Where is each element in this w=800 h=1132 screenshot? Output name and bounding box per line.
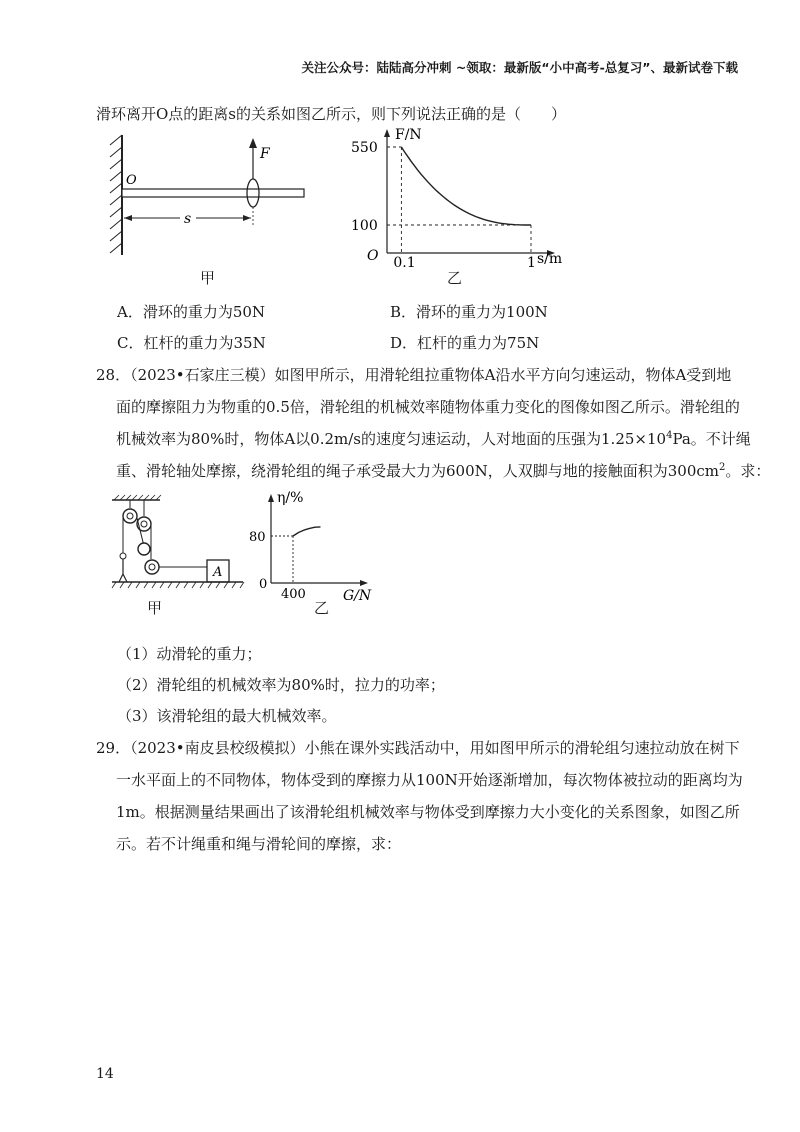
q28-figure-jia [110,494,245,594]
q27-chart-yi [345,125,570,270]
q28-line-3b: Pa。不计绳 [672,430,751,448]
q28-exponent-4: 4 [666,430,673,441]
q29-text: 小熊在课外实践活动中，用如图甲所示的滑轮组匀速拉动放在树下 [304,739,740,757]
q27-option-d[interactable] [390,332,539,353]
option-text: 滑环的重力为100N [416,303,548,321]
page-header: 关注公众号：陆陆高分冲刺 ~领取：最新版“小中高考-总复习”、最新试卷下载 [301,60,738,75]
lever-bar [122,189,304,197]
q29-line-1 [96,737,740,758]
q29-line-3: 1m。根据测量结果画出了该滑轮组机械效率与物体受到摩擦力大小变化的关系图象，如图乙所 [116,803,740,821]
option-key: A． [117,303,143,321]
wall-hatching [110,135,122,253]
origin-label: 0 [259,577,268,592]
q28-chart-yi [245,488,390,603]
q29-line-4: 示。若不计绳重和绳与滑轮间的摩擦，求： [116,835,402,853]
q28-sub-1: （1）动滑轮的重力； [117,645,262,663]
middle-pulley [138,543,150,555]
y-tick-80: 80 [249,530,266,545]
q28-line-4b: 。求： [725,462,771,480]
x-tick-0.1: 0.1 [393,255,416,270]
option-key: C． [117,334,144,352]
person-leg-left [119,574,123,582]
y-axis-label: η/% [277,490,304,506]
label-A: A [213,565,223,580]
series-line-F [401,147,531,225]
option-key: D． [390,334,418,352]
x-axis-label: s/m [537,251,563,267]
q27-caption-jia: 甲 [200,269,216,287]
option-text: 杠杆的重力为75N [417,334,540,352]
q27-option-a[interactable] [117,301,265,322]
movable-pulley [145,560,159,574]
q27-stem-tail: 滑环离开O点的距离s的关系如图乙所示，则下列说法正确的是（ ） [96,105,566,123]
option-text: 滑环的重力为50N [142,303,266,321]
q28-line-4a: 重、滑轮轴处摩擦，绕滑轮组的绳子承受最大力为600N，人双脚与地的接触面积为300cm [116,462,720,480]
page-number: 14 [96,1066,114,1082]
q28-line-2: 面的摩擦阻力为物重的0.5倍，滑轮组的机械效率随物体重力变化的图像如图乙所示。滑轮组的 [116,398,740,416]
x-tick-400: 400 [281,587,306,602]
option-key: B． [390,303,417,321]
y-tick-100: 100 [351,218,378,234]
q28-line-3a: 机械效率为80%时，物体A以0.2m/s的速度匀速运动，人对地面的压强为1.25×10 [116,430,667,448]
label-F: F [260,146,270,162]
y-axis-label: F/N [395,127,422,143]
person-leg-right [123,574,127,582]
q28-source: （2023•石家庄三模） [130,366,275,384]
q28-sub-2: （2）滑轮组的机械效率为80%时，拉力的功率； [117,676,445,694]
distance-arrow-right [243,215,251,221]
q28-caption-yi: 乙 [314,599,330,617]
q27-figure-jia [108,130,318,260]
q28-exponent-2: 2 [719,462,726,473]
q28-sub-3: （3）该滑轮组的最大机械效率。 [117,707,337,725]
fixed-pulley-1 [123,509,137,523]
ground-hatching [112,582,244,588]
q28-line-4 [116,460,770,481]
y-axis-arrow [268,494,274,502]
q27-option-c[interactable] [117,332,266,353]
person-head [120,553,126,559]
option-text: 杠杆的重力为35N [143,334,266,352]
q28-number: 28． [96,366,131,384]
q27-caption-yi: 乙 [447,269,463,287]
x-axis-arrow [360,580,368,586]
label-s: s [184,211,192,227]
x-axis-label: G/N [343,588,372,603]
q28-line-3 [116,428,751,449]
x-tick-1: 1 [527,255,536,270]
distance-arrow-left [124,215,132,221]
q28-line-1 [96,364,731,385]
origin-label: O [367,248,379,264]
fixed-pulley-2 [137,517,151,531]
q29-line-2: 一水平面上的不同物体，物体受到的摩擦力从100N开始逐渐增加，每次物体被拉动的距离均为 [116,771,743,789]
y-tick-550: 550 [351,140,378,156]
q28-caption-jia: 甲 [147,599,163,617]
force-arrow-head [249,138,257,148]
series-line-eta [293,527,321,536]
q29-number: 29． [96,739,131,757]
y-axis-arrow [384,129,390,137]
q28-text: 如图甲所示，用滑轮组拉重物体A沿水平方向匀速运动，物体A受到地 [274,366,732,384]
label-O: O [126,173,137,188]
q27-option-b[interactable] [390,301,548,322]
q29-source: （2023•南皮县校级模拟） [130,739,305,757]
